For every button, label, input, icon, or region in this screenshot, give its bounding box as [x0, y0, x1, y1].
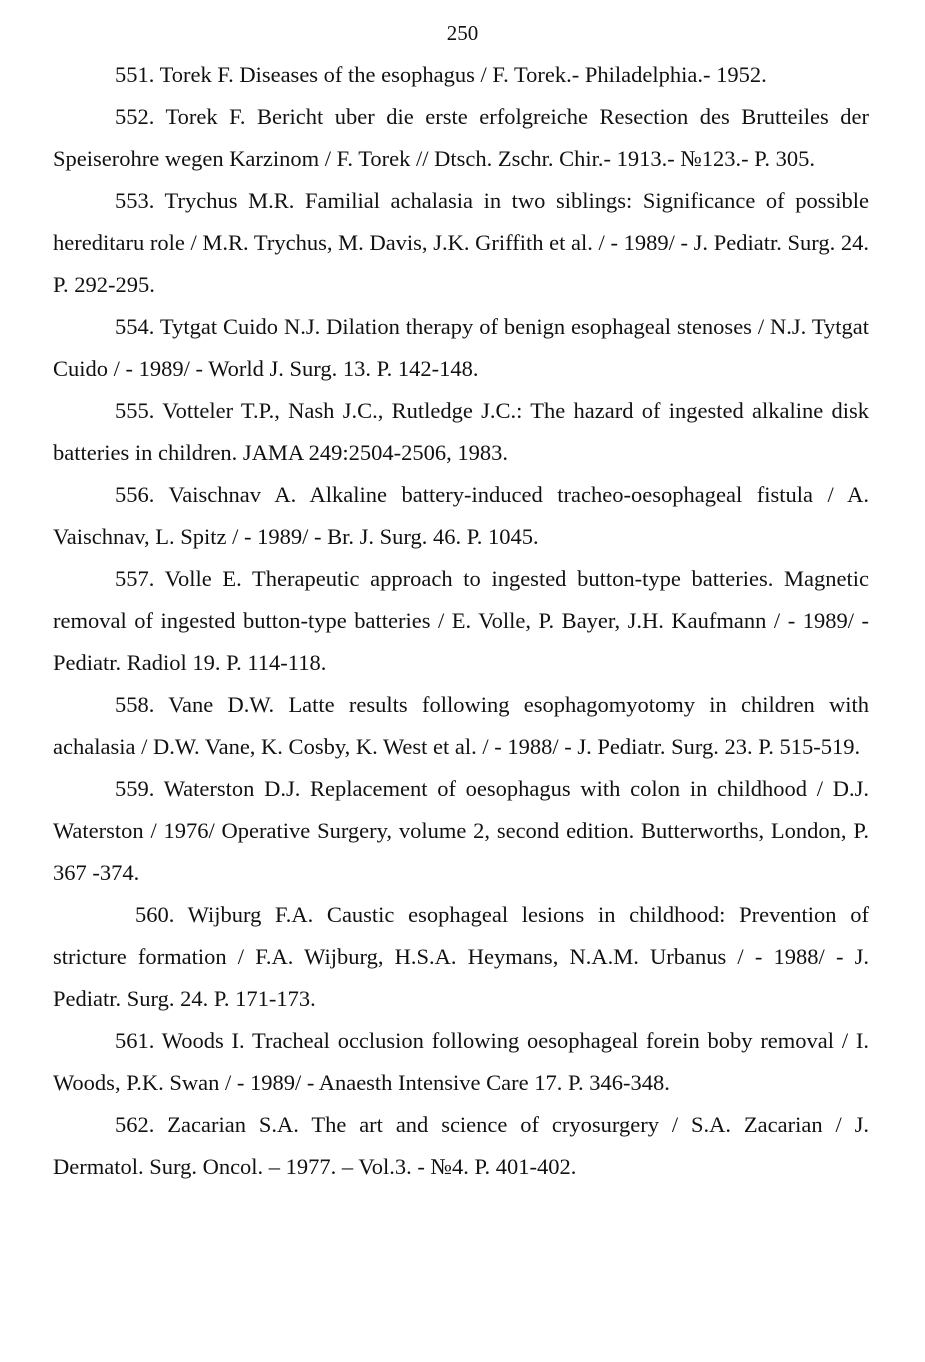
reference-559: 559. Waterston D.J. Replacement of oesophagus with colon in childhood / D.J. Waterston / 1976/ Operative Surgery, volume 2, second edition. Butterworths, London, P. 367 -374.: [53, 776, 869, 885]
reference-555: 555. Votteler T.P., Nash J.C., Rutledge J.C.: The hazard of ingested alkaline disk batteries in children. JAMA 249:2504-2506, 1983.: [53, 398, 869, 465]
reference-553: 553. Trychus M.R. Familial achalasia in two siblings: Significance of possible hereditaru role / M.R. Trychus, M. Davis, J.K. Griffith et al. / - 1989/ - J. Pediatr. Surg. 24. P. 292-295.: [53, 188, 869, 297]
reference-560: 560. Wijburg F.A. Caustic esophageal lesions in childhood: Prevention of stricture formation / F.A. Wijburg, H.S.A. Heymans, N.A.M. Urbanus / - 1988/ - J. Pediatr. Surg. 24. P. 171-173.: [53, 902, 869, 1011]
reference-557: 557. Volle E. Therapeutic approach to ingested button-type batteries. Magnetic removal of ingested button-type batteries / E. Volle, P. Bayer, J.H. Kaufmann / - 1989/ - Pediatr. Radiol 19. P. 114-118.: [53, 566, 869, 675]
reference-556: 556. Vaischnav A. Alkaline battery-induced tracheo-oesophageal fistula / A. Vaischnav, L. Spitz / - 1989/ - Br. J. Surg. 46. P. 1045.: [53, 482, 869, 549]
reference-554: 554. Tytgat Cuido N.J. Dilation therapy of benign esophageal stenoses / N.J. Tytgat Cuido / - 1989/ - World J. Surg. 13. P. 142-148.: [53, 314, 869, 381]
reference-551: 551. Torek F. Diseases of the esophagus / F. Torek.- Philadelphia.- 1952.: [115, 62, 767, 87]
reference-562: 562. Zacarian S.A. The art and science of cryosurgery / S.A. Zacarian / J. Dermatol. Surg. Oncol. – 1977. – Vol.3. - №4. P. 401-402.: [53, 1112, 869, 1179]
page-number: 250: [446, 21, 479, 45]
reference-list: [53, 54, 869, 1188]
reference-558: 558. Vane D.W. Latte results following esophagomyotomy in children with achalasia / D.W. Vane, K. Cosby, K. West et al. / - 1988/ - J. Pediatr. Surg. 23. P. 515-519.: [53, 692, 869, 759]
reference-552: 552. Torek F. Bericht uber die erste erfolgreiche Resection des Brutteiles der Speiserohre wegen Karzinom / F. Torek // Dtsch. Zschr. Chir.- 1913.- №123.- P. 305.: [53, 104, 869, 171]
reference-561: 561. Woods I. Tracheal occlusion following oesophageal forein boby removal / I. Woods, P.K. Swan / - 1989/ - Anaesth Intensive Care 17. P. 346-348.: [53, 1028, 869, 1095]
